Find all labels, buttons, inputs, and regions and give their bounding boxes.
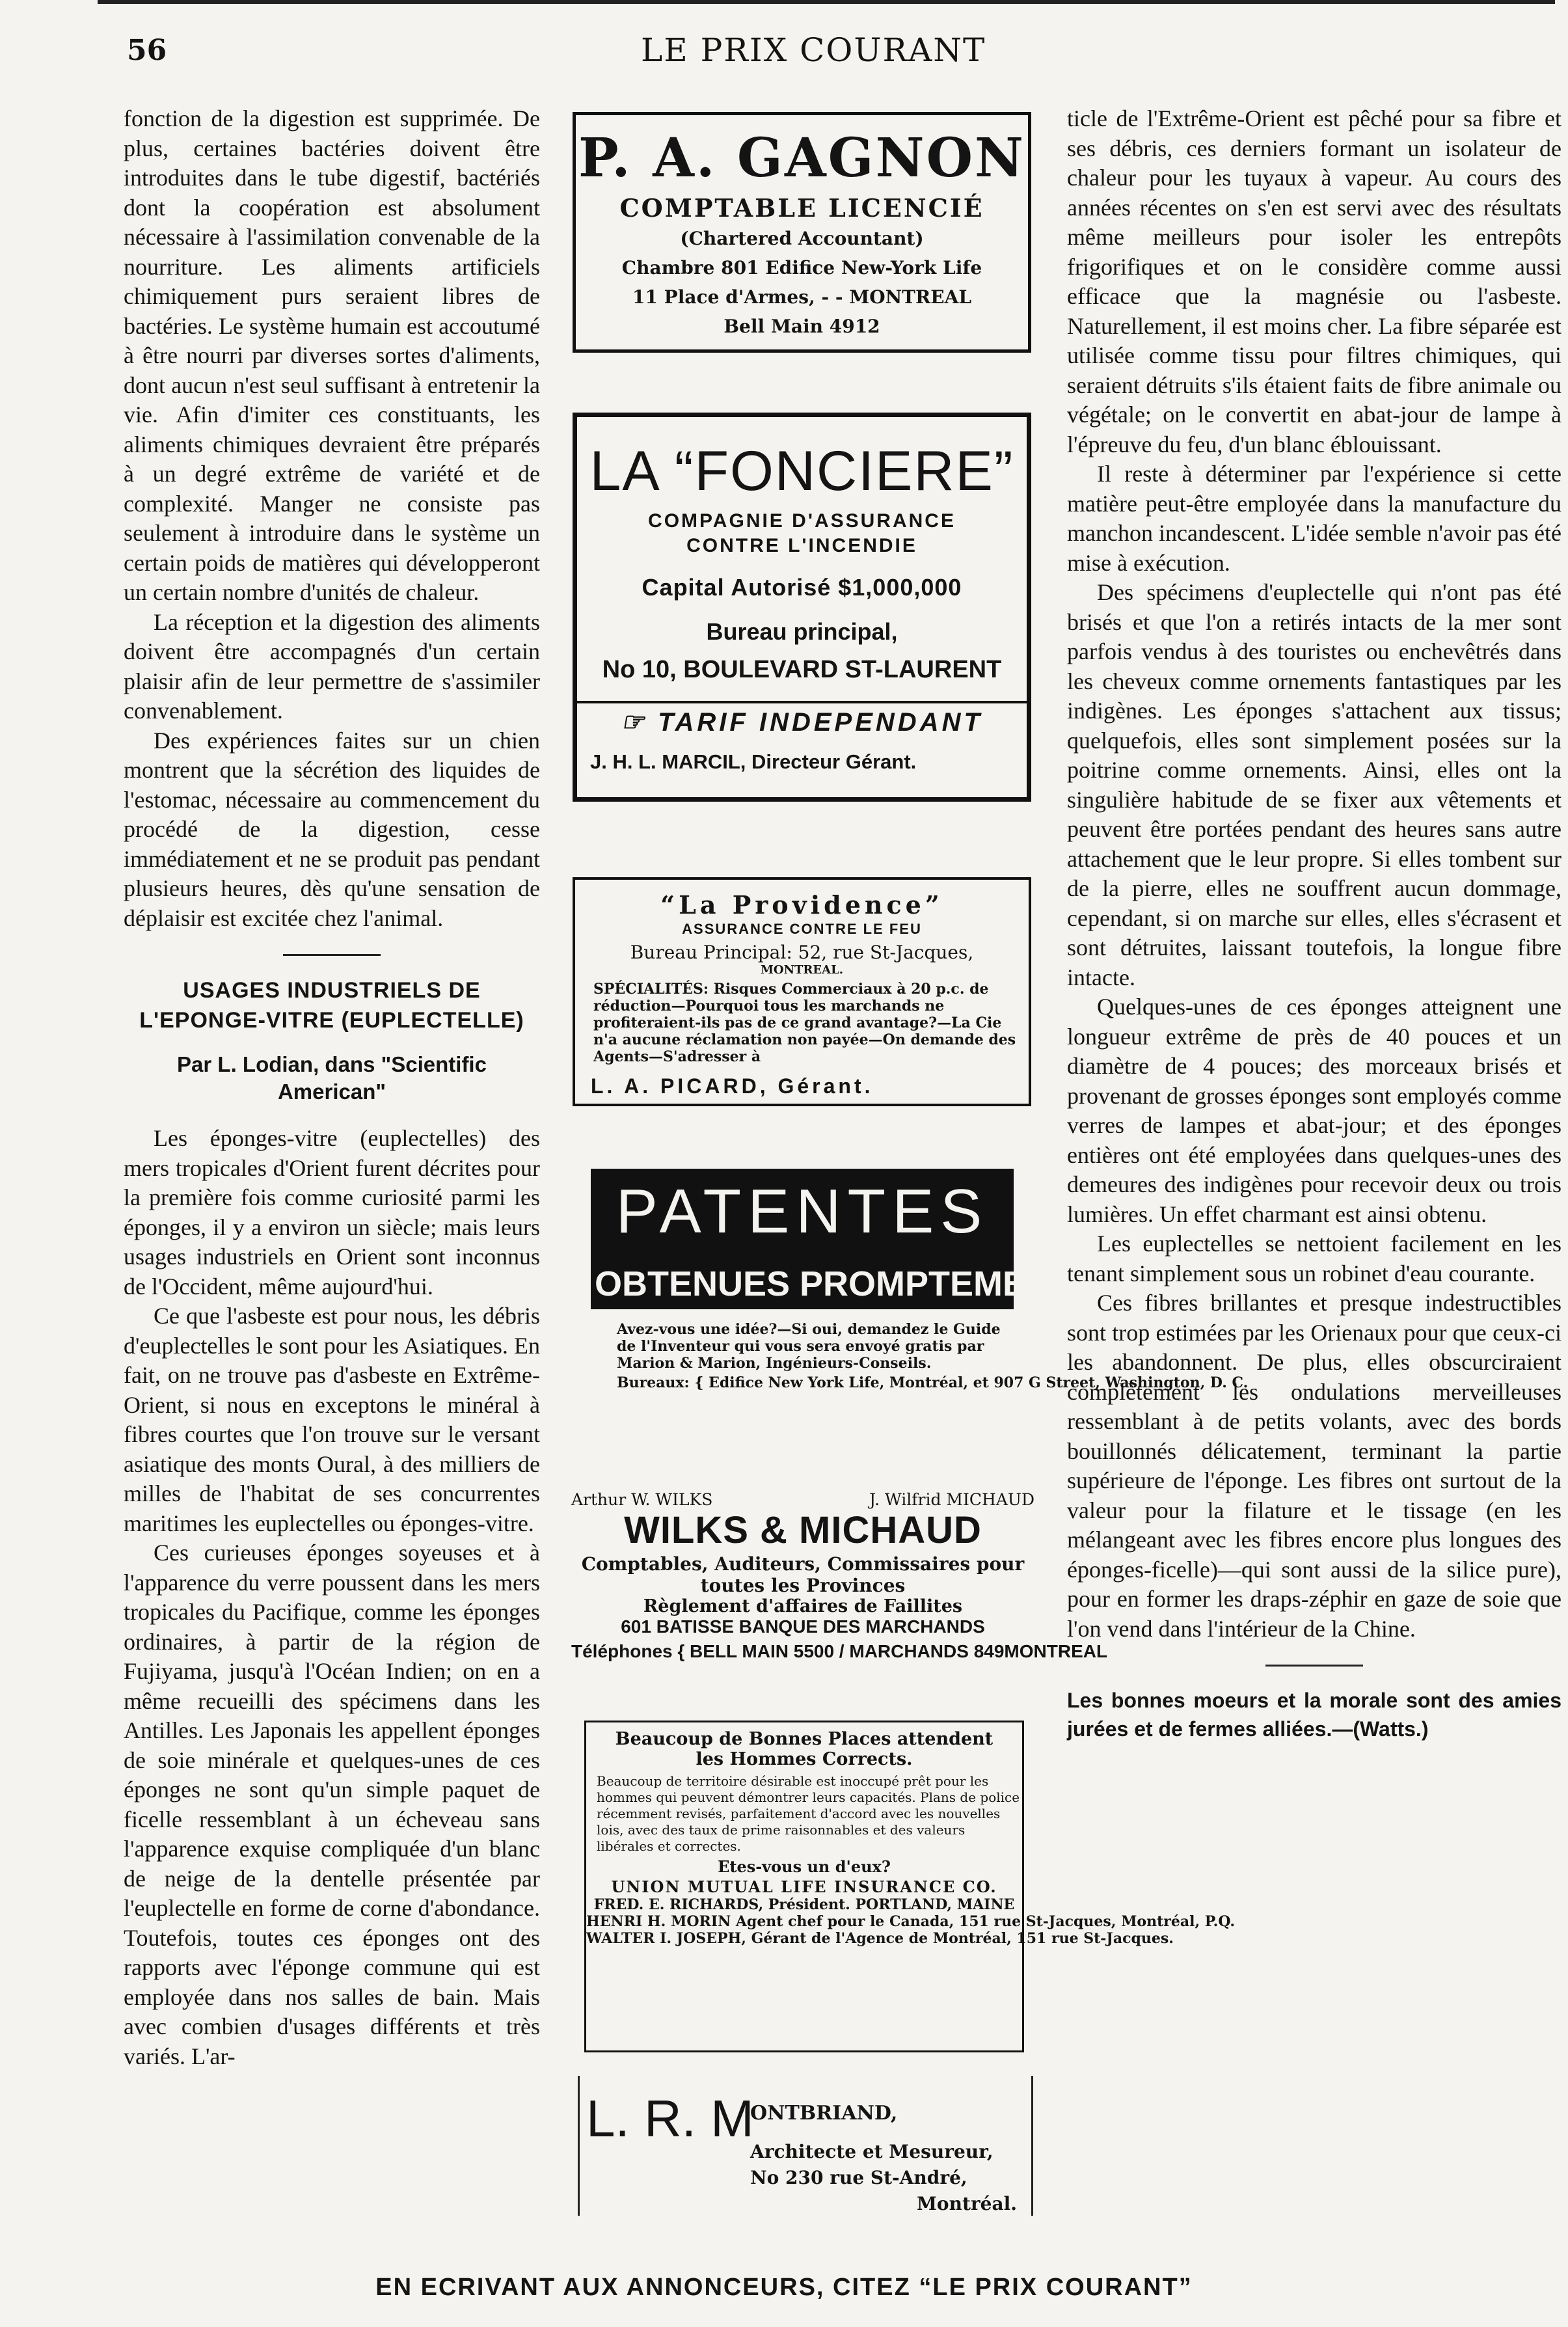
ad-wilks-partner: Arthur W. WILKS xyxy=(571,1490,713,1509)
ad-providence-bureau: Bureau Principal: 52, rue St-Jacques, xyxy=(630,942,974,963)
ad-wilks-phones: Téléphones { BELL MAIN 5500 / MARCHANDS 849 xyxy=(571,1641,1005,1661)
ad-wilks-michaud xyxy=(571,1490,1108,1685)
ad-wilks-partners xyxy=(571,1490,1034,1509)
left-column xyxy=(124,104,540,2071)
ad-patentes-body: Avez-vous une idée?—Si oui, demandez le Guide de l'Inventeur qui vous sera envoyé gratis par Marion & Marion, Ingénieurs-Conseils. xyxy=(617,1321,1001,1372)
right-column xyxy=(1067,104,1561,1743)
ad-montbriand xyxy=(578,2076,1033,2216)
ad-wilks-line: Règlement d'affaires de Faillites xyxy=(643,1596,963,1616)
paragraph: Les euplectelles se nettoient facilement en les tenant simplement sous un robinet d'eau courante. xyxy=(1067,1231,1561,1286)
ad-wilks-name: WILKS & MICHAUD xyxy=(624,1509,982,1551)
ad-wilks-line: Comptables, Auditeurs, Commissaires pour xyxy=(581,1553,1025,1575)
ad-wilks-partner: J. Wilfrid MICHAUD xyxy=(869,1490,1034,1509)
ad-fonciere-capital: Capital Autorisé $1,000,000 xyxy=(642,574,962,601)
paragraph: Ce que l'asbeste est pour nous, les débris d'euplectelles le sont pour les Asiatiques. En fait, on ne trouve pas d'asbeste en Extrême-Orient, si nous en exceptons le minéral à fibres courtes que l'on trouve sur le versant asiatique des monts Oural, à des milliers de milles de l'habitat de ses concurrentes maritimes les euplectelles ou éponges-vitre. xyxy=(124,1303,540,1536)
ad-union-line: WALTER I. JOSEPH, Gérant de l'Agence de Montréal, 151 rue St-Jacques. xyxy=(586,1930,1174,1947)
ad-union-mutual xyxy=(584,1721,1236,2052)
paragraph: Ces fibres brillantes et presque indestructibles sont trop estimées par les Orienaux pour que ceux-ci les abandonnent. De plus, elles obscurciraient complètement les ondulations merveilleuses ressemblant à de petits volants, avec des bords bouillonnés délicatement, terminant la partie supérieure de l'éponge. Les fibres ont surtout de la valeur pour la filature et le tissage (en les mélangeant avec les fibres encore plus longues des éponges-ficelle)—qui sont aussi de la silice pure), pour en former les draps-zéphir en gaze de soie que l'on vend dans l'intérieur de la Chine. xyxy=(1067,1290,1561,1642)
running-title: LE PRIX COURANT xyxy=(641,31,986,69)
ad-providence-gerant: L. A. PICARD, Gérant. xyxy=(591,1074,874,1098)
paragraph: fonction de la digestion est supprimée. De plus, certaines bactéries doivent être introduites dans le tube digestif, bactériés dont la coopération est absolument nécessaire à l'assimilation convenable de la nourriture. Les aliments artificiels chimiquement purs seraient libres de bactéries. Le système humain est accoutumé à être nourri par diverses sortes d'aliments, dont aucun n'est seul suffisant à entretenir la vie. Afin d'imiter ces constituants, les aliments chimiques devraient être préparés à un degré extrême de variété et de complexité. Manger ne consiste pas seulement à introduire dans le système un certain poids de matières qui développeront un certain nombre d'unités de chaleur. xyxy=(124,105,540,605)
ad-patentes xyxy=(591,1169,1249,1452)
ad-montbriand-city: Montréal. xyxy=(916,2193,1017,2214)
ad-patentes-headline: PATENTES xyxy=(591,1169,1014,1259)
ad-fonciere-bureau: Bureau principal, xyxy=(706,618,898,645)
ad-fonciere-line: CONTRE L'INCENDIE xyxy=(686,535,917,556)
ad-montbriand-address: No 230 rue St-André, xyxy=(750,2167,967,2188)
paragraph: Les éponges-vitre (euplectelles) des mers tropicales d'Orient furent décrites pour la première fois comme curiosité parmi les éponges, il y a environ un siècle; mais leurs usages industriels en Orient sont inconnus de l'Occident, même aujourd'hui. xyxy=(124,1125,540,1300)
paragraph: Ces curieuses éponges soyeuses et à l'apparence du verre poussent dans les mers tropicales du Pacifique, comme les éponges ordinaires, à partir de la région de Fujiyama, jusqu'à l'Océan Indien; on en a même recueilli des spécimens dans les Antilles. Les Japonais les appellent éponges de soie minérale et quelques-unes de ces éponges ne sont qu'un simple paquet de ficelle ressemblant à un écheveau sans l'apparence exquise compliquée d'un blanc de neige de la dentelle présentée par l'euplectelle en forme de corne d'abondance. Toutefois, toutes ces éponges ont des rapports avec l'éponge commune qui est employée dans nos salles de bain. Mais avec combien d'usages différents et très variés. L'ar- xyxy=(124,1540,540,2069)
paragraph: Des expériences faites sur un chien montrent que la sécrétion des liquides de l'estomac, nécessaire au commencement du procédé de la digestion, cesse immédiatement et ne se produit pas pendant plusieurs heures, dès qu'une sensation de déplaisir est excitée chez l'animal. xyxy=(124,727,540,931)
ad-providence-specialites: SPÉCIALITÉS: Risques Commerciaux à 20 p.c. de réduction—Pourquoi tous les marchands ne profiteraient-ils pas de ce grand avantage?—La Cie n'a aucune réclamation non payée—On demande des Agents—S'adresser à xyxy=(593,981,1016,1065)
ad-gagnon-address: 11 Place d'Armes, - - MONTREAL xyxy=(632,286,972,308)
ad-providence-name: “La Providence” xyxy=(660,890,943,919)
ad-wilks-address: 601 BATISSE BANQUE DES MARCHANDS xyxy=(621,1616,985,1637)
ad-union-line: HENRI H. MORIN Agent chef pour le Canada, 151 rue St-Jacques, Montréal, P.Q. xyxy=(586,1913,1236,1930)
ad-union-body: Beaucoup de territoire désirable est inoccupé prêt pour les hommes qui peuvent démontrer leurs capacités. Plans de police récemment revisés, parfaitement d'accord avec les nouvelles lois, avec des taux de prime raisonnables et des valeurs libérales et correctes. xyxy=(597,1773,1020,1854)
ad-union-company: UNION MUTUAL LIFE INSURANCE CO. xyxy=(611,1877,997,1896)
ad-providence xyxy=(573,877,1031,1106)
ad-union-heading: les Hommes Corrects. xyxy=(696,1749,913,1769)
section-divider xyxy=(1265,1665,1363,1667)
ad-gagnon-phone: Bell Main 4912 xyxy=(723,316,880,337)
article-title: USAGES INDUSTRIELS DE L'EPONGE-VITRE (EUPLECTELLE) xyxy=(139,978,524,1033)
ad-patentes-subheadline: OBTENUES PROMPTEMENT xyxy=(591,1259,1014,1309)
ad-gagnon-title: COMPTABLE LICENCIÉ xyxy=(619,193,984,223)
ad-union-heading: Beaucoup de Bonnes Places attendent xyxy=(615,1729,994,1749)
ad-wilks-city: MONTREAL xyxy=(1004,1641,1108,1661)
ad-fonciere xyxy=(573,413,1031,802)
ad-gagnon-name: P. A. GAGNON xyxy=(578,127,1025,189)
ad-montbriand-name: ONTBRIAND, xyxy=(750,2102,898,2125)
ad-fonciere-name: LA “FONCIERE” xyxy=(589,440,1014,502)
ad-fonciere-address: No 10, BOULEVARD ST-LAURENT xyxy=(602,656,1002,683)
ad-montbriand-title: Architecte et Mesureur, xyxy=(750,2141,994,2162)
footer-notice: EN ECRIVANT AUX ANNONCEURS, CITEZ “LE PRIX COURANT” xyxy=(375,2274,1193,2301)
ad-patentes-bureaux: Bureaux: { Edifice New York Life, Montréal, et 907 G Street, Washington, D. C. xyxy=(617,1374,1249,1391)
paragraph: La réception et la digestion des aliments doivent être accompagnés d'un certain plaisir afin de leur permettre de s'assimiler convenablement. xyxy=(124,608,540,724)
paragraph: Quelques-unes de ces éponges atteignent une longueur extrême de près de 40 pouces et un diamètre de 4 pouces; des morceaux brisés et provenant de grosses éponges sont employés comme verres de lampes et abat-jour; et des éponges entières ont été employées dans quelques-unes des demeures des indigènes pour recevoir deux ou trois lumières. Un effet charmant est ainsi obtenu. xyxy=(1067,994,1561,1227)
paragraph: Des spécimens d'euplectelle qui n'ont pas été brisés et que l'on a retirés intacts de la mer sont parfois vendus à des touristes ou enchevêtrés dans les cheveux comme ornements fantastiques par les indigènes. Les éponges s'attachent aux tissus; quelquefois, elles sont simplement posées sur la poitrine comme ornements. Ainsi, elles ont la singulière habitude de se fixer aux vêtements et peuvent être portées pendant des heures sans autre attachement que le leur propre. Si elles tombent sur de la pierre, elles ne souffrent aucun dommage, cependant, si on marche sur elles, elles s'écrasent et sont détruites, laissant toutefois, la longue fibre intacte. xyxy=(1067,579,1561,990)
ad-fonciere-line: COMPAGNIE D'ASSURANCE xyxy=(648,510,956,532)
ad-providence-city: MONTREAL. xyxy=(760,963,844,977)
ad-providence-line: ASSURANCE CONTRE LE FEU xyxy=(682,921,922,937)
ad-gagnon xyxy=(573,112,1031,353)
paragraph: Il reste à déterminer par l'expérience si cette matière peut-être employée dans la manufacture du manchon incandescent. L'idée semble n'avoir pas été mise à exécution. xyxy=(1067,461,1561,576)
article-byline: Par L. Lodian, dans "Scientific American" xyxy=(177,1052,487,1104)
ad-fonciere-tarif: ☞ TARIF INDEPENDANT xyxy=(577,701,1027,737)
paragraph: ticle de l'Extrême-Orient est pêché pour sa fibre et ses débris, ces derniers formant un isolateur de chaleur pour les tuyaux à vapeur. Au cours des années récentes on s'en est servi avec des résultats même meilleurs pour isoler les entrepôts frigorifiques et on le considère comme aussi efficace que la magnésie ou l'asbeste. Naturellement, il est moins cher. La fibre séparée est utilisée comme tissu pour filtres chimiques, qui seraient détruits s'ils étaient faits de fibre animale ou végétale; on le convertit en abat-jour de lampe à l'épreuve du feu, d'un blanc éblouissant. xyxy=(1067,105,1561,457)
ad-gagnon-subtitle: (Chartered Accountant) xyxy=(680,228,924,249)
closing-quote: Les bonnes moeurs et la morale sont des amies jurées et de fermes alliées.—(Watts.) xyxy=(1067,1689,1561,1741)
ad-wilks-contact xyxy=(571,1641,1108,1662)
page-number: 56 xyxy=(127,34,167,67)
ad-wilks-line: toutes les Provinces xyxy=(700,1575,906,1596)
ad-union-line: FRED. E. RICHARDS, Président. PORTLAND, MAINE xyxy=(593,1896,1015,1913)
ad-fonciere-director: J. H. L. MARCIL, Directeur Gérant. xyxy=(590,750,917,773)
header-rule xyxy=(98,0,1555,4)
section-divider xyxy=(283,954,381,956)
ad-montbriand-initials: L. R. M xyxy=(586,2089,754,2147)
ad-gagnon-address: Chambre 801 Edifice New-York Life xyxy=(621,257,982,279)
ad-union-question: Etes-vous un d'eux? xyxy=(718,1857,891,1876)
